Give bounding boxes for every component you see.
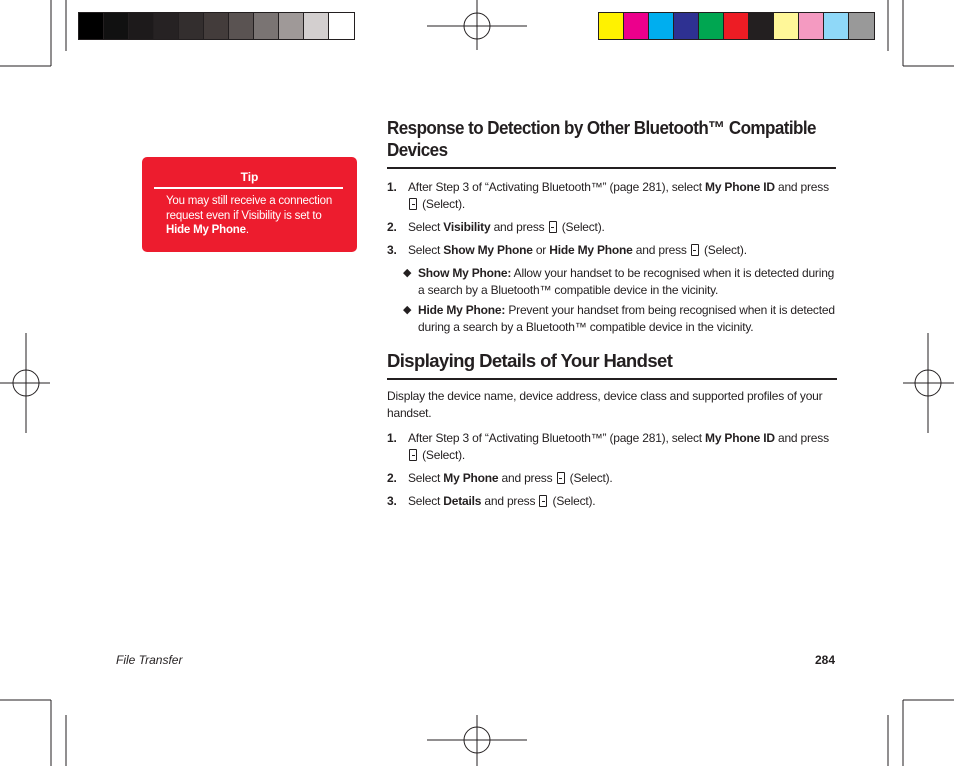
tip-box xyxy=(142,157,357,252)
color-swatch xyxy=(674,13,699,39)
section-response-to-detection xyxy=(387,179,837,336)
section-title-displaying-details: Displaying Details of Your Handset xyxy=(387,350,837,380)
section-title-response-to-detection: Response to Detection by Other Bluetooth™ Compatible Devices xyxy=(387,117,836,169)
color-swatch xyxy=(724,13,749,39)
select-key-icon xyxy=(409,449,417,461)
gray-swatch xyxy=(329,13,354,39)
color-swatch xyxy=(699,13,724,39)
footer-section-name: File Transfer xyxy=(116,653,183,667)
color-swatch xyxy=(649,13,674,39)
tip-divider xyxy=(154,187,343,189)
step-item: 3. Select Show My Phone or Hide My Phone and press (Select). xyxy=(387,243,747,257)
tip-title: Tip xyxy=(240,170,259,184)
diamond-bullet-icon: ◆ xyxy=(403,267,412,279)
gray-swatch xyxy=(104,13,129,39)
color-swatch xyxy=(824,13,849,39)
gray-swatch xyxy=(179,13,204,39)
gray-swatch xyxy=(204,13,229,39)
gray-swatch xyxy=(79,13,104,39)
step-item: 1. After Step 3 of “Activating Bluetooth™” (page 281), select My Phone ID and press (Select). xyxy=(387,180,829,211)
gray-swatch xyxy=(304,13,329,39)
gray-swatch xyxy=(129,13,154,39)
diamond-bullet-icon: ◆ xyxy=(403,304,412,316)
section-displaying-details xyxy=(387,388,837,510)
main-content xyxy=(387,117,837,516)
section-intro: Display the device name, device address, device class and supported profiles of your handset. xyxy=(387,389,823,420)
step-item: 3. Select Details and press (Select). xyxy=(387,494,596,508)
select-key-icon xyxy=(549,221,557,233)
tip-text: You may still receive a connection request even if Visibility is set to Hide My Phone. xyxy=(166,195,333,236)
bullet-item: ◆ Show My Phone: Allow your handset to be recognised when it is detected during a search by a Bluetooth™ compatible device in the vicinity. xyxy=(403,266,835,297)
step-item: 1. After Step 3 of “Activating Bluetooth™” (page 281), select My Phone ID and press (Select). xyxy=(387,431,829,462)
color-swatch xyxy=(749,13,774,39)
step-item: 2. Select Visibility and press (Select). xyxy=(387,220,605,234)
gray-swatch xyxy=(229,13,254,39)
select-key-icon xyxy=(539,495,547,507)
process-color-bar xyxy=(598,12,875,40)
grayscale-color-bar xyxy=(78,12,355,40)
tip-hide-my-phone: Hide My Phone xyxy=(166,224,246,236)
select-key-icon xyxy=(409,198,417,210)
color-swatch xyxy=(599,13,624,39)
select-key-icon xyxy=(557,472,565,484)
step-item: 2. Select My Phone and press (Select). xyxy=(387,471,613,485)
color-swatch xyxy=(799,13,824,39)
bullet-item: ◆ Hide My Phone: Prevent your handset from being recognised when it is detected during a search by a Bluetooth™ compatible device in the vicinity. xyxy=(403,303,835,334)
color-swatch xyxy=(774,13,799,39)
gray-swatch xyxy=(154,13,179,39)
gray-swatch xyxy=(254,13,279,39)
select-key-icon xyxy=(691,244,699,256)
color-swatch xyxy=(849,13,874,39)
page-number: 284 xyxy=(815,653,836,667)
color-swatch xyxy=(624,13,649,39)
gray-swatch xyxy=(279,13,304,39)
